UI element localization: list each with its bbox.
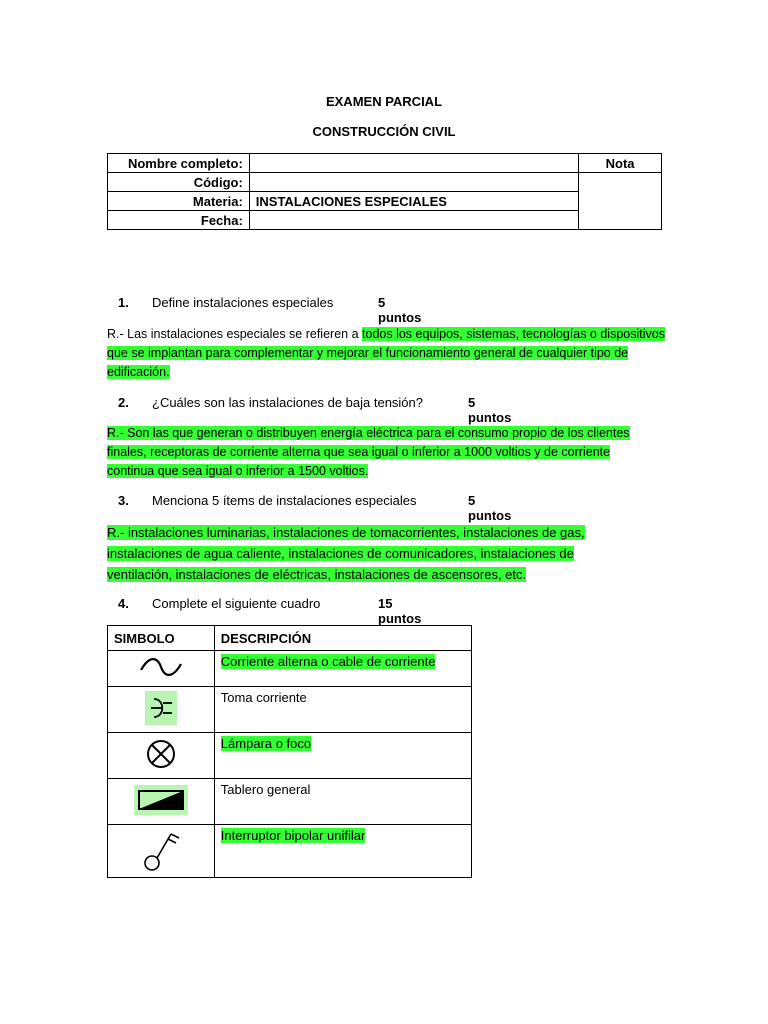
answer-1-prefix: R.- Las instalaciones especiales se refieren a: [107, 327, 359, 341]
question-2: [118, 395, 512, 425]
name-field[interactable]: [249, 154, 578, 173]
bipolar-switch-icon: [141, 828, 181, 872]
answer-1-highlight: todos los equipos, sistemas, tecnologías o dispositivos que se implantan para complementar y mejorar el funcionamiento general de cualquier tipo de edificación.: [107, 327, 665, 379]
outlet-symbol-icon: [145, 691, 177, 725]
description-cell: [214, 825, 471, 878]
question-1: [118, 295, 422, 325]
nota-label: Nota: [579, 154, 662, 173]
lamp-cross-circle-icon: [145, 738, 177, 770]
subject-label: Materia:: [108, 192, 250, 211]
description-text: Tablero general: [220, 782, 311, 797]
panel-board-icon: [134, 785, 188, 815]
symbol-column-header: SIMBOLO: [108, 626, 215, 651]
date-label: Fecha:: [108, 211, 250, 230]
description-column-header: DESCRIPCIÓN: [214, 626, 471, 651]
description-cell: [214, 651, 471, 687]
question-points: 15 puntos: [378, 596, 422, 626]
answer-2: [107, 424, 637, 481]
question-text: ¿Cuáles son las instalaciones de baja tensión?: [152, 395, 424, 410]
answer-1: [107, 325, 667, 382]
question-points: 5 puntos: [468, 493, 512, 523]
description-text: Toma corriente: [220, 690, 307, 705]
question-4: [118, 596, 422, 626]
description-text: Corriente alterna o cable de corriente: [220, 654, 436, 669]
question-number: 1.: [118, 295, 129, 310]
answer-3: [107, 522, 637, 585]
question-points: 5 puntos: [378, 295, 422, 325]
symbol-cell: [108, 651, 215, 687]
question-number: 4.: [118, 596, 129, 611]
question-3: [118, 493, 512, 523]
student-info-table: [107, 153, 662, 230]
symbol-cell: [108, 825, 215, 878]
symbol-cell: [108, 779, 215, 825]
date-field[interactable]: [249, 211, 578, 230]
question-points: 5 puntos: [468, 395, 512, 425]
description-cell: [214, 733, 471, 779]
name-label: Nombre completo:: [108, 154, 250, 173]
exam-title: EXAMEN PARCIAL: [325, 94, 443, 109]
symbol-cell: [108, 687, 215, 733]
symbol-cell: [108, 733, 215, 779]
answer-3-text: R.- instalaciones luminarias, instalaciones de tomacorrientes, instalaciones de gas, instalaciones de agua caliente, instalaciones de comunicadores, instalaciones de ventilación, instalaciones de eléctricas, instalaciones de ascensores, etc.: [107, 525, 585, 582]
description-cell: [214, 687, 471, 733]
code-field[interactable]: [249, 173, 578, 192]
symbol-table: [107, 625, 472, 878]
code-label: Código:: [108, 173, 250, 192]
question-number: 3.: [118, 493, 129, 508]
tilde-ac-icon: [137, 656, 185, 678]
exam-subtitle: CONSTRUCCIÓN CIVIL: [312, 124, 456, 139]
subject-field[interactable]: INSTALACIONES ESPECIALES: [249, 192, 578, 211]
question-number: 2.: [118, 395, 129, 410]
nota-field[interactable]: [579, 173, 662, 230]
description-text: Interruptor bipolar unifilar: [220, 828, 366, 843]
question-text: Complete el siguiente cuadro: [152, 596, 321, 611]
answer-2-text: R.- Son las que generan o distribuyen energía eléctrica para el consumo propio de los clientes finales, receptoras de corriente alterna que sea igual o inferior a 1000 voltios y de corriente continua que sea igual o inferior a 1500 voltios.: [107, 426, 630, 478]
question-text: Define instalaciones especiales: [152, 295, 334, 310]
description-cell: [214, 779, 471, 825]
question-text: Menciona 5 ítems de instalaciones especiales: [152, 493, 417, 508]
description-text: Lámpara o foco: [220, 736, 312, 751]
